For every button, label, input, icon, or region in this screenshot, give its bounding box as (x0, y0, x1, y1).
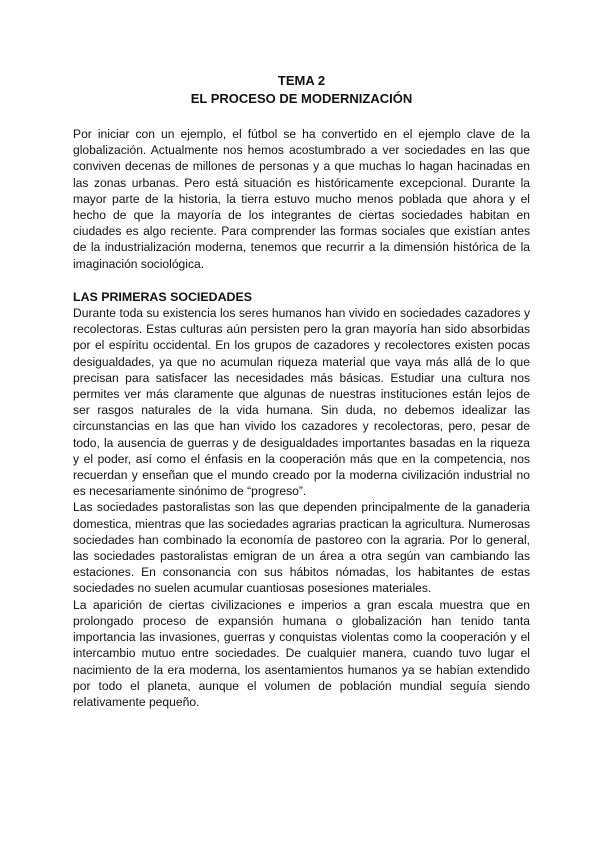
section-paragraph-3: La aparición de ciertas civilizaciones e imperios a gran escala muestra que en prolongado proceso de expansión humana o globalización han tenido tanta importancia las invasiones, guerras y conquistas violentas como la cooperación y el intercambio mutuo entre sociedades. De cualquier manera, cuando tuvo lugar el nacimiento de la era moderna, los asentamientos humanos ya se habían extendido por todo el planeta, aunque el volumen de población mundial seguía siendo relativamente pequeño. (73, 597, 530, 709)
title-spacer (73, 108, 530, 126)
section-paragraph-1: Durante toda su existencia los seres humanos han vivido en sociedades cazadores y recolectoras. Estas culturas aún persisten pero la gran mayoría han sido absorbidas por el espíritu occidental. En los grupos de cazadores y recolectores existen pocas desigualdades, ya que no acumulan riqueza material que vaya más allá de lo que precisan para satisfacer las necesidades más básicas. Estudiar una cultura nos permites ver más claramente que algunas de nuestras instituciones están lejos de ser rasgos naturales de la vida humana. Sin duda, no debemos idealizar las circunstancias en las que han vivido los cazadores y recolectoras, pero, pesar de todo, la ausencia de guerras y de desigualdades importantes basadas en la riqueza y el poder, así como el énfasis en la cooperación más que en la competencia, nos recuerdan y enseñan que el mundo creado por la moderna civilización industrial no es necesariamente sinónimo de “progreso”. (73, 306, 530, 499)
document-title (73, 72, 530, 108)
section-primeras-sociedades (73, 289, 530, 710)
title-line-1: TEMA 2 (277, 73, 326, 88)
document-page (73, 72, 530, 710)
section-paragraph-2: Las sociedades pastoralistas son las que dependen principalmente de la ganaderia domestica, mientras que las sociedades agrarias practican la agricultura. Numerosas sociedades han combinado la economía de pastoreo con la agraria. Por lo general, las sociedades pastoralistas emigran de un área a otra según van cambiando las estaciones. En consonancia con sus hábitos nómadas, los habitantes de estas sociedades no suelen acumular cuantiosas posesiones materiales. (73, 500, 530, 596)
intro-paragraph: Por iniciar con un ejemplo, el fútbol se ha convertido en el ejemplo clave de la globalización. Actualmente nos hemos acostumbrado a ver sociedades en las que conviven decenas de millones de personas y a que muchas lo hagan hacinadas en las zonas urbanas. Pero está situación es históricamente excepcional. Durante la mayor parte de la historia, la tierra estuvo mucho menos poblada que ahora y el hecho de que la mayoría de los integrantes de ciertas sociedades habitan en ciudades es algo reciente. Para comprender las formas sociales que existían antes de la industrialización moderna, tenemos que recurrir a la dimensión histórica de la imaginación sociológica. (73, 127, 530, 271)
title-line-2: EL PROCESO DE MODERNIZACIÓN (190, 91, 413, 106)
section-heading: LAS PRIMERAS SOCIEDADES (73, 289, 252, 304)
